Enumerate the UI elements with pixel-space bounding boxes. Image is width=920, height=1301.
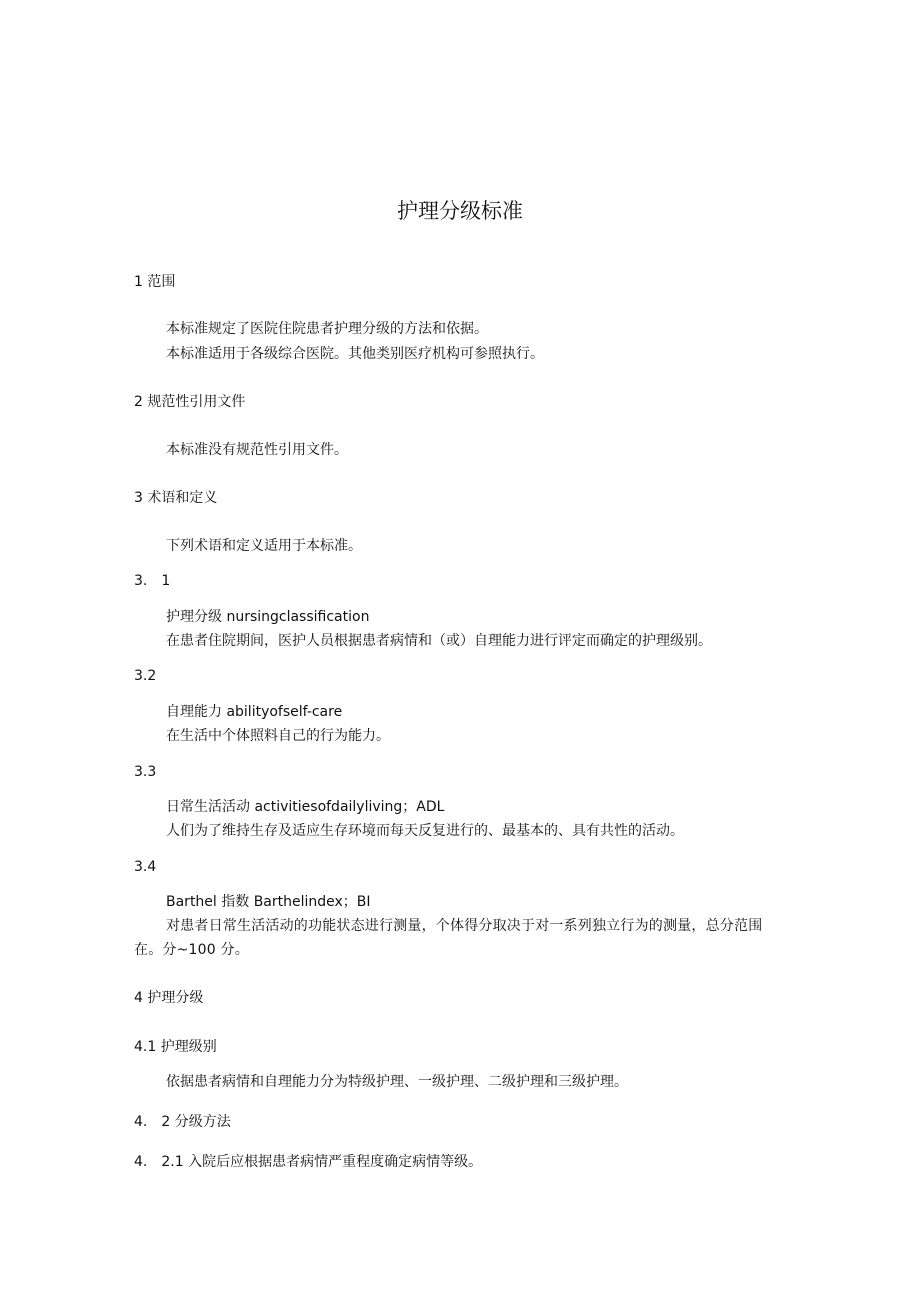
- definition-3-4-term: Barthel 指数 Barthelindex；BI: [166, 894, 371, 910]
- definition-3-3-text: 人们为了维持生存及适应生存环境而每天反复进行的、最基本的、具有共性的活动。: [166, 823, 684, 839]
- definition-3-2-term: 自理能力 abilityofself-care: [166, 704, 343, 720]
- section-2-paragraph-1: 本标准没有规范性引用文件。: [166, 442, 348, 458]
- section-1-paragraph-2: 本标准适用于各级综合医院。其他类别医疗机构可参照执行。: [166, 346, 544, 362]
- section-3-heading: 3 术语和定义: [134, 490, 218, 506]
- definition-3-3-term: 日常生活活动 activitiesofdailyliving；ADL: [166, 799, 445, 815]
- section-4-1-heading: 4.1 护理级别: [134, 1039, 217, 1055]
- definition-3-4-text: 对患者日常生活活动的功能状态进行测量，个体得分取决于对一系列独立行为的测量，总分范围在。分~100 分。: [134, 918, 763, 958]
- section-1-paragraph-1: 本标准规定了医院住院患者护理分级的方法和依据。: [166, 321, 488, 337]
- page-title: 护理分级标准: [397, 199, 523, 223]
- section-4-1-paragraph-1: 依据患者病情和自理能力分为特级护理、一级护理、二级护理和三级护理。: [166, 1074, 628, 1090]
- section-4-2-1-item: 4. 2.1 入院后应根据患者病情严重程度确定病情等级。: [134, 1154, 483, 1170]
- definition-3-4-number: 3.4: [134, 859, 157, 875]
- definition-3-1-term: 护理分级 nursingclassification: [166, 609, 370, 625]
- definition-3-2-number: 3.2: [134, 668, 157, 684]
- section-4-2-heading: 4. 2 分级方法: [134, 1114, 231, 1130]
- definition-3-1-text: 在患者住院期间，医护人员根据患者病情和（或）自理能力进行评定而确定的护理级别。: [166, 633, 712, 649]
- section-1-heading: 1 范围: [134, 274, 176, 290]
- definition-3-1-number: 3. 1: [134, 573, 171, 589]
- definition-3-3-number: 3.3: [134, 764, 157, 780]
- section-4-heading: 4 护理分级: [134, 990, 204, 1006]
- section-3-paragraph-1: 下列术语和定义适用于本标准。: [166, 538, 362, 554]
- section-2-heading: 2 规范性引用文件: [134, 394, 246, 410]
- definition-3-2-text: 在生活中个体照料自己的行为能力。: [166, 728, 390, 744]
